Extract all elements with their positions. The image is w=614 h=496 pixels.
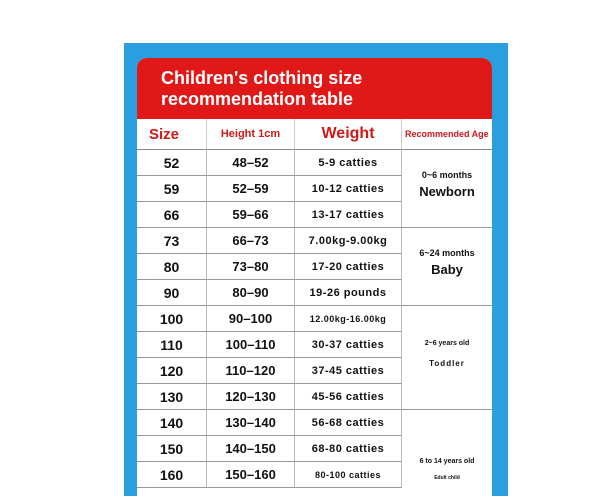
weight-cell: 19-26 pounds (295, 280, 402, 306)
age-label: Baby (431, 262, 463, 277)
age-range: 6 to 14 years old (419, 458, 475, 465)
weight-cell: 45-56 catties (295, 384, 402, 410)
height-cell: 110–120 (207, 358, 295, 384)
height-cell: 52–59 (207, 176, 295, 202)
weight-cell: 12.00kg-16.00kg (295, 306, 402, 332)
title-banner (137, 58, 492, 119)
weight-cell: 80-100 catties (295, 462, 402, 488)
size-cell: 90 (137, 280, 207, 306)
height-cell: 120–130 (207, 384, 295, 410)
height-cell: 140–150 (207, 436, 295, 462)
header-weight: Weight (295, 119, 402, 150)
size-cell: 100 (137, 306, 207, 332)
age-label: Edult child (434, 475, 460, 481)
title-line-2: recommendation table (161, 89, 354, 109)
size-cell: 120 (137, 358, 207, 384)
weight-cell: 7.00kg-9.00kg (295, 228, 402, 254)
age-group-newborn (402, 150, 492, 228)
age-range: 6~24 months (419, 248, 475, 258)
size-cell: 73 (137, 228, 207, 254)
size-cell: 52 (137, 150, 207, 176)
header-size: Size (137, 119, 207, 150)
weight-cell: 37-45 catties (295, 358, 402, 384)
size-cell: 110 (137, 332, 207, 358)
age-label: Toddler (429, 359, 465, 368)
size-cell: 59 (137, 176, 207, 202)
height-cell: 59–66 (207, 202, 295, 228)
weight-cell: 13-17 catties (295, 202, 402, 228)
age-group-toddler (402, 306, 492, 410)
size-cell: 130 (137, 384, 207, 410)
size-cell: 160 (137, 462, 207, 488)
weight-cell: 10-12 catties (295, 176, 402, 202)
height-cell: 80–90 (207, 280, 295, 306)
height-cell: 48–52 (207, 150, 295, 176)
size-cell: 140 (137, 410, 207, 436)
age-range: 0~6 months (421, 170, 473, 180)
height-cell: 130–140 (207, 410, 295, 436)
age-label: Newborn (419, 184, 475, 199)
title-line-1: Children's clothing size (161, 68, 363, 88)
age-group-baby (402, 228, 492, 306)
weight-cell: 17-20 catties (295, 254, 402, 280)
size-chart-card (137, 58, 492, 496)
weight-cell: 30-37 catties (295, 332, 402, 358)
size-cell: 80 (137, 254, 207, 280)
height-cell: 150–160 (207, 462, 295, 488)
size-cell: 66 (137, 202, 207, 228)
weight-cell: 68-80 catties (295, 436, 402, 462)
header-age: Recommended Age (402, 119, 492, 150)
age-group-child (402, 410, 492, 496)
age-range: 2~6 years old (424, 340, 470, 347)
size-cell: 150 (137, 436, 207, 462)
height-cell: 66–73 (207, 228, 295, 254)
height-cell: 90–100 (207, 306, 295, 332)
header-height: Height 1cm (207, 119, 295, 150)
height-cell: 100–110 (207, 332, 295, 358)
weight-cell: 56-68 catties (295, 410, 402, 436)
page-title (161, 68, 362, 110)
weight-cell: 5-9 catties (295, 150, 402, 176)
height-cell: 73–80 (207, 254, 295, 280)
